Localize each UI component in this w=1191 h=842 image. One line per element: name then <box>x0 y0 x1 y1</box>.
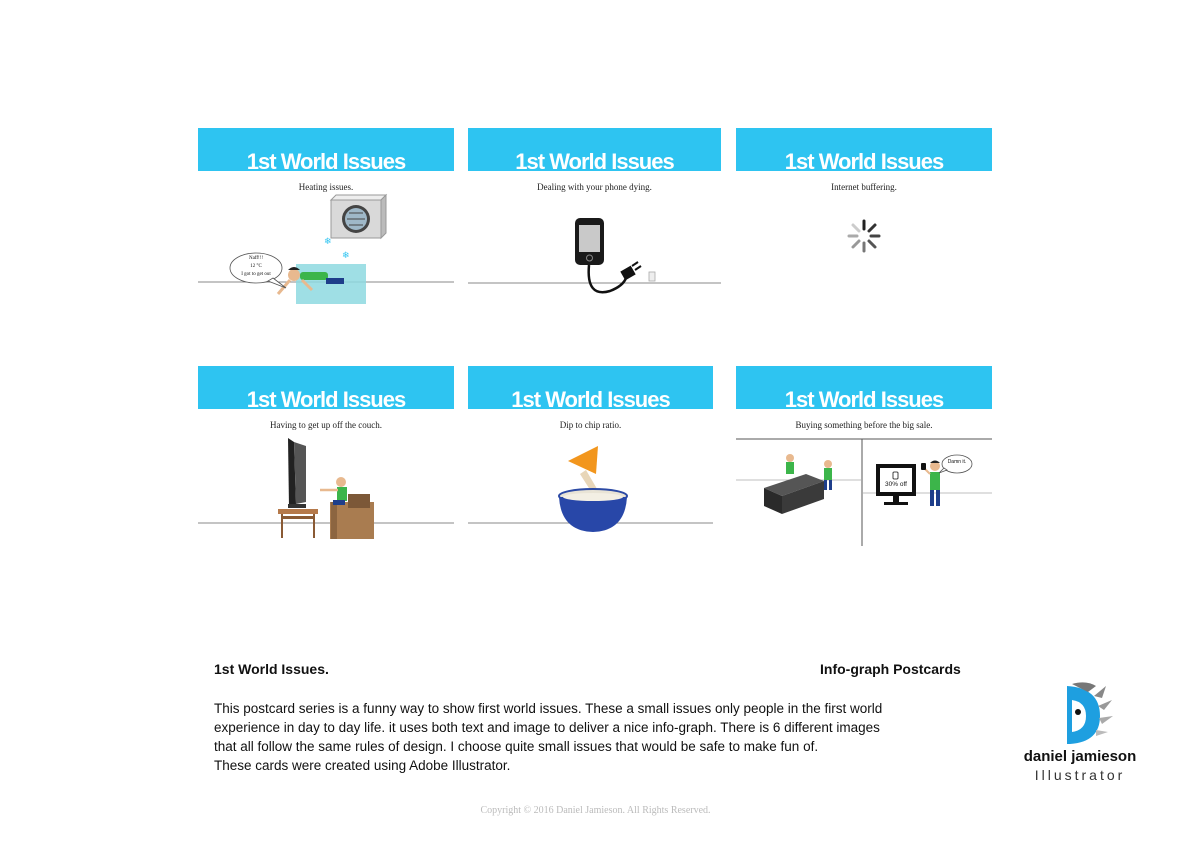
phone-icon <box>575 218 604 265</box>
card-caption: Internet buffering. <box>831 182 897 192</box>
project-title: 1st World Issues. <box>214 661 329 677</box>
couch-illustration <box>198 366 454 546</box>
postcard-couch <box>198 366 454 546</box>
project-category: Info-graph Postcards <box>820 661 961 677</box>
buffering-spinner-icon <box>736 128 992 308</box>
description-line: This postcard series is a funny way to show first world issues. These a small issues only people in the first world <box>214 701 883 716</box>
bubble-line: 12 °C <box>250 264 262 269</box>
card-caption: Dealing with your phone dying. <box>537 182 652 192</box>
bowl-icon <box>559 489 627 532</box>
chip-icon <box>568 446 598 474</box>
description-line: experience in day to day life. it uses both text and image to deliver a nice info-graph. There is 6 different images <box>214 720 880 735</box>
wall-socket <box>649 272 655 281</box>
card-title: 1st World Issues <box>515 149 674 171</box>
plug-icon <box>620 262 641 280</box>
tv-icon <box>288 438 306 508</box>
card-caption: Having to get up off the couch. <box>269 420 383 430</box>
bubble-line: Naff!!! <box>248 256 264 261</box>
card-title: 1st World Issues <box>784 149 944 171</box>
svg-text:❄: ❄ <box>342 251 350 261</box>
heating-illustration <box>198 128 454 308</box>
description-line: that all follow the same rules of design. I choose quite small issues that would be safe to make fun of. <box>214 739 819 754</box>
card-title: 1st World Issues <box>784 387 944 409</box>
logo-name: daniel jamieson <box>1023 748 1137 765</box>
person-icon <box>921 461 940 507</box>
description-line: These cards were created using Adobe Illustrator. <box>214 758 511 773</box>
copyright-text: Copyright © 2016 Daniel Jamieson. All Rights Reserved. <box>480 805 711 816</box>
postcard-buffering <box>736 128 992 308</box>
shopkeeper-icon <box>786 454 794 474</box>
bubble-text: Damn it. <box>947 459 967 465</box>
card-caption: Buying something before the big sale. <box>795 420 933 430</box>
bubble-line: I got to get out <box>241 272 271 277</box>
sale-label: 30% off <box>885 481 907 488</box>
card-title: 1st World Issues <box>246 387 406 409</box>
postcard-dip-chip <box>468 366 713 546</box>
card-title: 1st World Issues <box>246 149 406 171</box>
logo-subtitle: Illustrator <box>1034 767 1126 783</box>
sale-illustration <box>736 366 992 548</box>
phone-illustration <box>468 128 721 308</box>
dip-illustration <box>468 366 713 546</box>
blue-d-bird-logo-icon <box>1010 680 1150 748</box>
svg-text:❄: ❄ <box>324 237 332 247</box>
card-title: 1st World Issues <box>511 387 670 409</box>
brand-logo <box>1010 680 1150 790</box>
customer-icon <box>824 460 832 490</box>
card-caption: Dip to chip ratio. <box>559 420 622 430</box>
postcard-phone-dying <box>468 128 721 308</box>
person-icon <box>320 477 347 505</box>
card-caption: Heating issues. <box>298 182 354 192</box>
air-conditioner-icon <box>331 195 386 238</box>
postcard-sale <box>736 366 992 548</box>
postcard-heating <box>198 128 454 308</box>
